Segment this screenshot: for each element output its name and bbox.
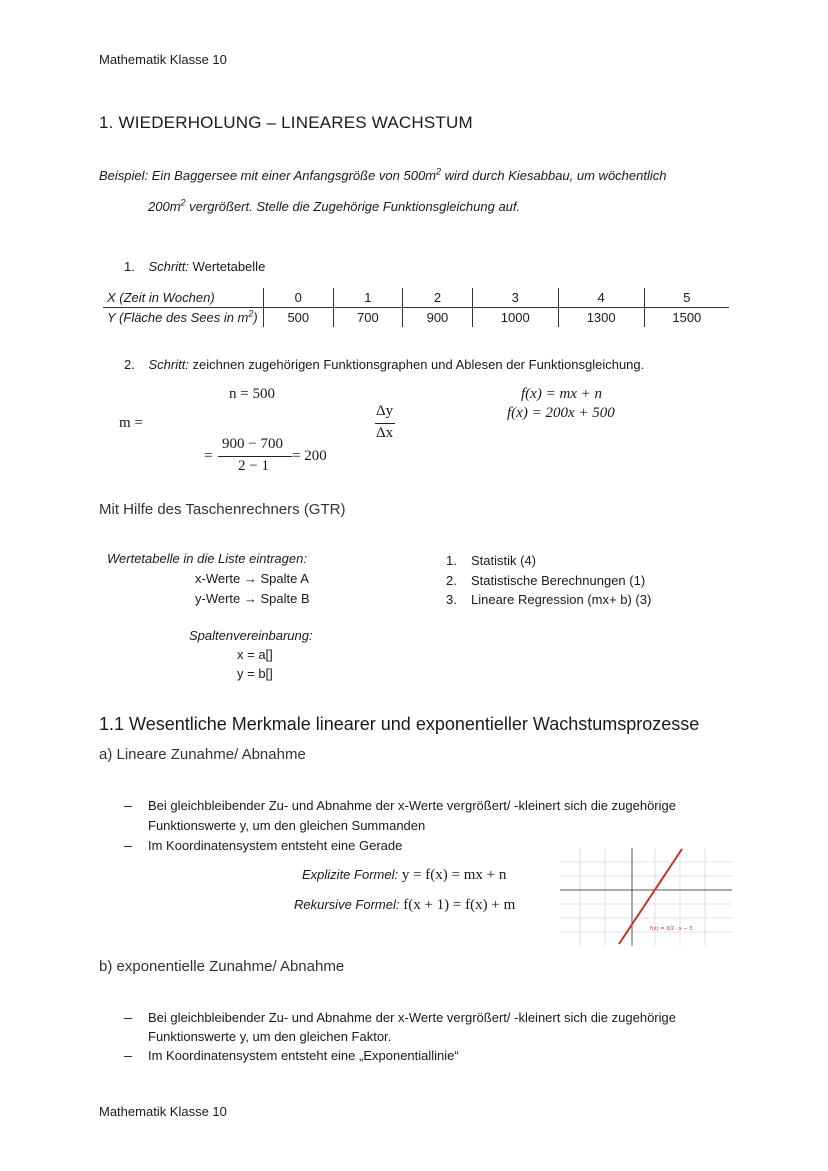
b-bullet-1-line-2: Funktionswerte y, um den gleichen Faktor. <box>148 1029 392 1044</box>
table-cell: 500 <box>264 308 334 328</box>
table-cell: 1300 <box>558 308 644 328</box>
n-equation: n = 500 <box>229 386 275 402</box>
fraction-numerator: 900 − 700 <box>222 436 283 452</box>
spalten-x: x = a[] <box>237 647 273 662</box>
example-label: Beispiel: <box>99 168 149 183</box>
value-table <box>103 288 729 327</box>
fraction-bar <box>218 456 292 457</box>
row-x-label: X (Zeit in Wochen) <box>103 288 264 308</box>
graph-grid <box>560 848 732 946</box>
table-cell: 3 <box>472 288 558 308</box>
table-cell: 4 <box>558 288 644 308</box>
linear-graph <box>560 848 732 946</box>
table-cell: 0 <box>264 288 334 308</box>
section-title: 1. WIEDERHOLUNG – LINEARES WACHSTUM <box>99 113 473 132</box>
a-bullet-2: Im Koordinatensystem entsteht eine Gerade <box>148 838 403 853</box>
page-footer: Mathematik Klasse 10 <box>99 1104 227 1119</box>
list-title: Wertetabelle in die Liste eintragen: <box>107 551 307 566</box>
delta-y: Δy <box>376 403 394 419</box>
example-line-2: $200m^2$ vergrößert. Stelle die Zugehörige Funktionsgleichung auf. <box>148 197 521 214</box>
delta-x: Δx <box>376 425 394 441</box>
b-bullet-1-line-1: Bei gleichbleibender Zu- und Abnahme der x-Werte vergrößert/ -kleinert sich die zugehörige <box>148 1010 676 1025</box>
table-cell: 2 <box>403 288 473 308</box>
step-1: 1. Schritt: Wertetabelle <box>124 259 266 274</box>
explicit-formula: Explizite Formel: y = f(x) = mx + n <box>302 867 507 883</box>
step-2: 2. Schritt: zeichnen zugehörigen Funktionsgraphen und Ablesen der Funktionsgleichung. <box>124 357 645 372</box>
function-general: f(x) = mx + n <box>521 386 603 402</box>
example-line-1: Beispiel: Ein Baggersee mit einer Anfangsgröße von $500m^2$ wird durch Kiesabbau, um wöchentlich <box>99 166 667 183</box>
page-header: Mathematik Klasse 10 <box>99 52 227 67</box>
table-cell: 700 <box>333 308 403 328</box>
bullet-dash <box>124 1056 132 1057</box>
delta-fraction-bar <box>375 423 395 424</box>
table-cell: 900 <box>403 308 473 328</box>
list-item: 1. Statistik (4) <box>446 553 537 568</box>
table-cell: 1000 <box>472 308 558 328</box>
spalten-title: Spaltenvereinbarung: <box>189 628 313 643</box>
list-x-values: x-Werte → Spalte A <box>195 571 309 586</box>
list-item: 2. Statistische Berechnungen (1) <box>446 572 646 588</box>
fraction-equals: = <box>204 448 213 464</box>
bullet-dash <box>124 806 132 807</box>
a-bullet-1-line-1: Bei gleichbleibender Zu- und Abnahme der x-Werte vergrößert/ -kleinert sich die zugehörige <box>148 798 676 813</box>
subsection-b-title: b) exponentielle Zunahme/ Abnahme <box>99 958 345 975</box>
a-bullet-1-line-2: Funktionswerte y, um den gleichen Summanden <box>148 818 426 833</box>
bullet-dash <box>124 846 132 847</box>
table-cell: 5 <box>644 288 729 308</box>
list-y-values: y-Werte → Spalte B <box>195 591 310 606</box>
table-cell: 1 <box>333 288 403 308</box>
subsection-a-title: a) Lineare Zunahme/ Abnahme <box>99 746 306 763</box>
list-item: 3. Lineare Regression (mx+ b) (3) <box>446 592 652 607</box>
bullet-dash <box>124 1018 132 1019</box>
recursive-formula: Rekursive Formel: f(x + 1) = f(x) + m <box>294 897 516 913</box>
function-specific: f(x) = 200x + 500 <box>507 405 615 421</box>
fraction-result: = 200 <box>292 448 327 464</box>
fraction-denominator: 2 − 1 <box>238 458 269 474</box>
row-y-label: Y (Fläche des Sees in $m^2$) <box>107 308 258 325</box>
table-row-y <box>103 308 729 328</box>
table-cell: 1500 <box>644 308 729 328</box>
m-equation: m = <box>119 415 143 431</box>
b-bullet-2: Im Koordinatensystem entsteht eine „Exponentiallinie“ <box>148 1048 459 1063</box>
graph-label: f(x) = 3/2 · x − 3 <box>650 926 693 932</box>
spalten-y: y = b[] <box>237 666 273 681</box>
section-11-title: 1.1 Wesentliche Merkmale linearer und exponentieller Wachstumsprozesse <box>99 714 700 734</box>
gtr-title: Mit Hilfe des Taschenrechners (GTR) <box>99 501 346 518</box>
gtr-steps-list <box>446 551 651 610</box>
table-row-x <box>103 288 729 308</box>
